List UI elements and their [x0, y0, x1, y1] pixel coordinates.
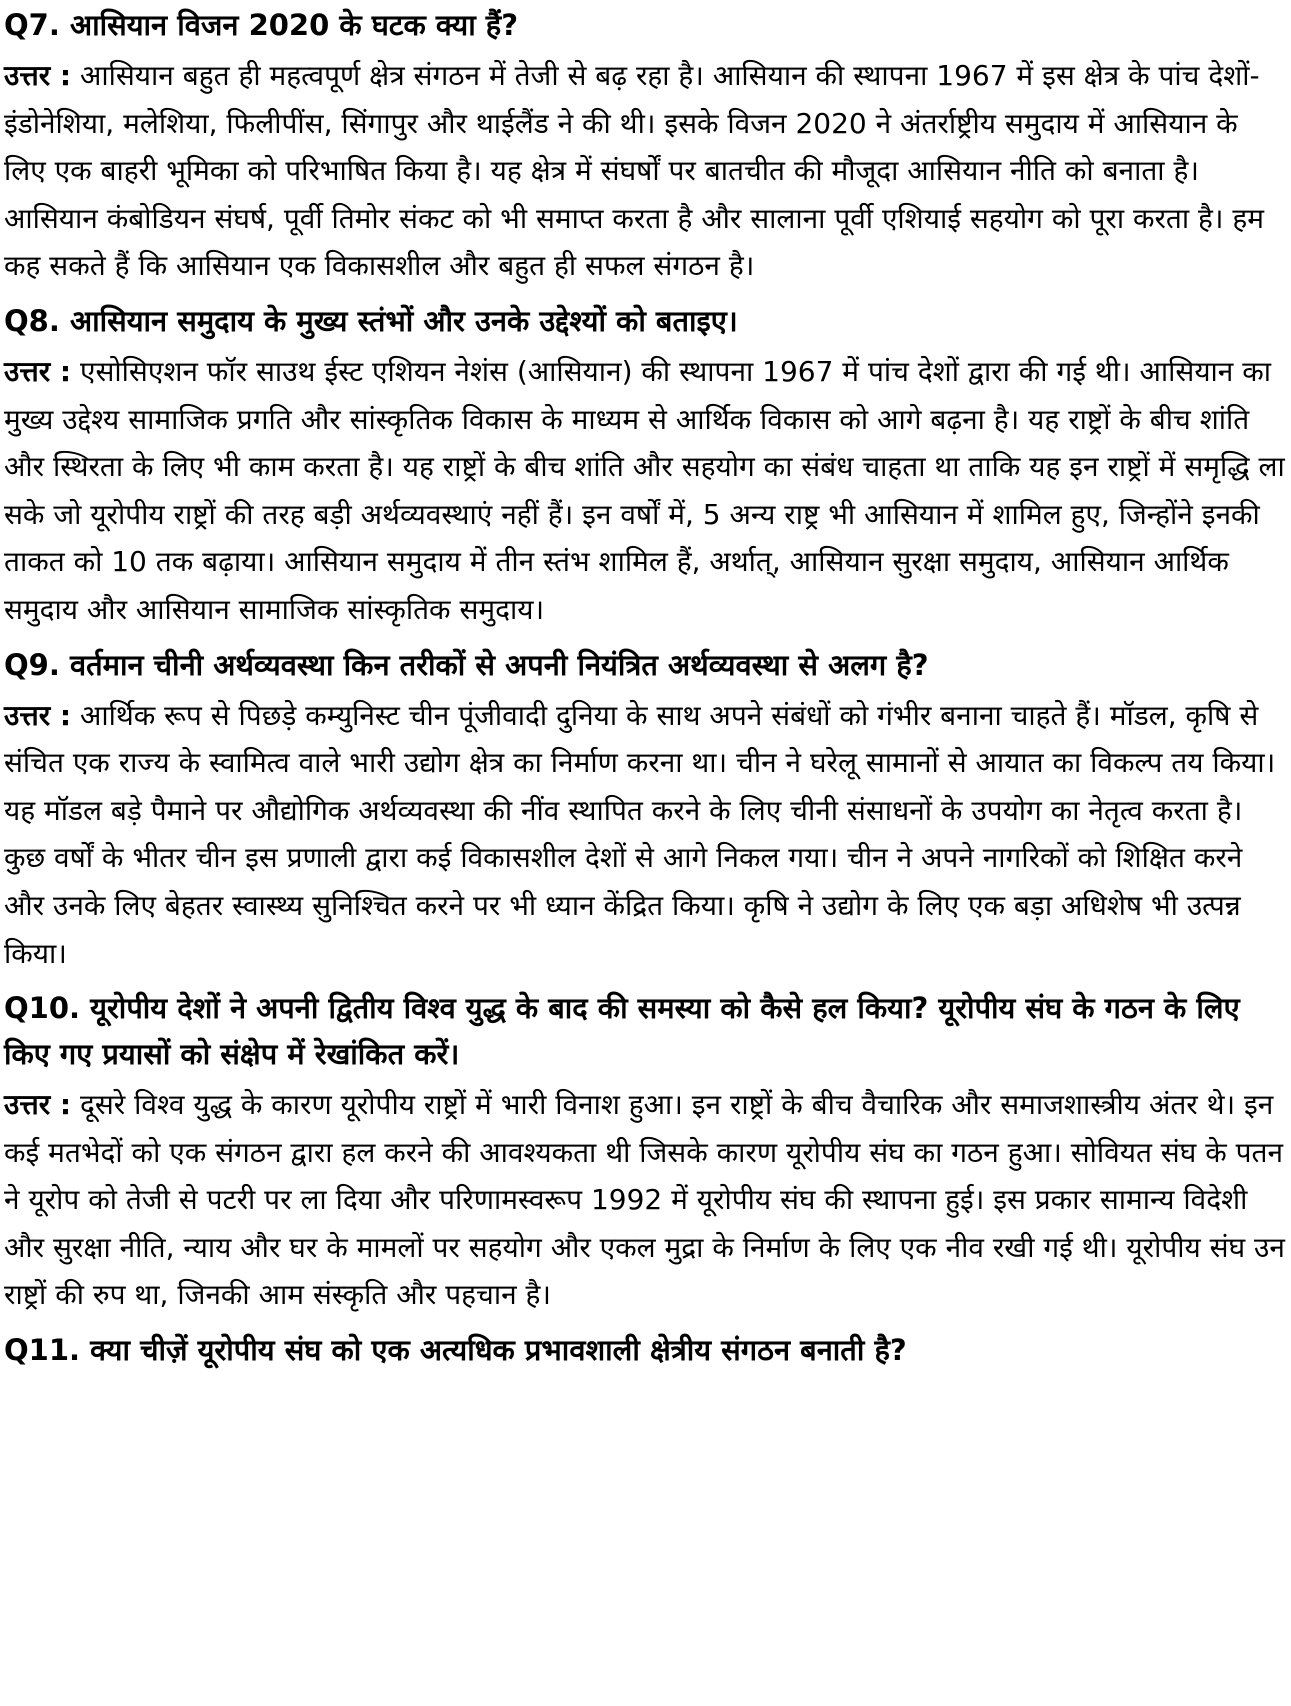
- qa-block-q8: [4, 298, 1285, 634]
- qa-block-q9: [4, 642, 1285, 978]
- question-heading: Q7. आसियान विजन 2020 के घटक क्या हैं?: [4, 8, 519, 42]
- question-heading: Q11. क्या चीज़ें यूरोपीय संघ को एक अत्यधिक प्रभावशाली क्षेत्रीय संगठन बनाती है?: [4, 1333, 907, 1368]
- answer-label: उत्तर :: [4, 1088, 72, 1122]
- qa-block-q7: [4, 2, 1285, 290]
- question-heading: Q8. आसियान समुदाय के मुख्य स्तंभों और उनके उद्देश्यों को बताइए।: [4, 303, 738, 338]
- answer-text: एसोसिएशन फॉर साउथ ईस्ट एशियन नेशंस (आसियान) की स्थापना 1967 में पांच देशों द्वारा की गई थी। आसियान का मुख्य उद्देश्य सामाजिक प्रगति और सांस्कृतिक विकास के माध्यम से आर्थिक विकास को आगे बढ़ना है। यह राष्ट्रों के बीच शांति और स्थिरता के लिए भी काम करता है। यह राष्ट्रों के बीच शांति और सहयोग का संबंध चाहता था ताकि यह इन राष्ट्रों में समृद्धि ला सके जो यूरोपीय राष्ट्रों की तरह बड़ी अर्थव्यवस्थाएं नहीं हैं। इन वर्षों में, 5 अन्य राष्ट्र भी आसियान में शामिल हुए, जिन्होंने इनकी ताकत को 10 तक बढ़ाया। आसियान समुदाय में तीन स्तंभ शामिल हैं, अर्थात्, आसियान सुरक्षा समुदाय, आसियान आर्थिक समुदाय और आसियान सामाजिक सांस्कृतिक समुदाय।: [4, 354, 1285, 626]
- answer-text: आसियान बहुत ही महत्वपूर्ण क्षेत्र संगठन में तेजी से बढ़ रहा है। आसियान की स्थापना 1967 में इस क्षेत्र के पांच देशों- इंडोनेशिया, मलेशिया, फिलीपींस, सिंगापुर और थाईलैंड ने की थी। इसके विजन 2020 ने अंतर्राष्ट्रीय समुदाय में आसियान के लिए एक बाहरी भूमिका को परिभाषित किया है। यह क्षेत्र में संघर्षों पर बातचीत की मौजूदा आसियान नीति को बनाता है। आसियान कंबोडियन संघर्ष, पूर्वी तिमोर संकट को भी समाप्त करता है और सालाना पूर्वी एशियाई सहयोग को पूरा करता है। हम कह सकते हैं कि आसियान एक विकासशील और बहुत ही सफल संगठन है।: [4, 59, 1265, 283]
- answer-text: आर्थिक रूप से पिछड़े कम्युनिस्ट चीन पूंजीवादी दुनिया के साथ अपने संबंधों को गंभीर बनाना चाहते हैं। मॉडल, कृषि से संचित एक राज्य के स्वामित्व वाले भारी उद्योग क्षेत्र का निर्माण करना था। चीन ने घरेलू सामानों से आयात का विकल्प तय किया। यह मॉडल बड़े पैमाने पर औद्योगिक अर्थव्यवस्था की नींव स्थापित करने के लिए चीनी संसाधनों के उपयोग का नेतृत्व करता है। कुछ वर्षों के भीतर चीन इस प्रणाली द्वारा कई विकासशील देशों से आगे निकल गया। चीन ने अपने नागरिकों को शिक्षित करने और उनके लिए बेहतर स्वास्थ्य सुनिश्चित करने पर भी ध्यान केंद्रित किया। कृषि ने उद्योग के लिए एक बड़ा अधिशेष भी उत्पन्न किया।: [4, 698, 1276, 970]
- answer-paragraph: [4, 692, 1285, 978]
- answer-paragraph: [4, 1081, 1285, 1319]
- question-heading: Q10. यूरोपीय देशों ने अपनी द्वितीय विश्व युद्ध के बाद की समस्या को कैसे हल किया? यूरोपीय संघ के गठन के लिए किए गए प्रयासों को संक्षेप में रेखांकित करें।: [4, 991, 1240, 1072]
- answer-text: दूसरे विश्व युद्ध के कारण यूरोपीय राष्ट्रों में भारी विनाश हुआ। इन राष्ट्रों के बीच वैचारिक और समाजशास्त्रीय अंतर थे। इन कई मतभेदों को एक संगठन द्वारा हल करने की आवश्यकता थी जिसके कारण यूरोपीय संघ का गठन हुआ। सोवियत संघ के पतन ने यूरोप को तेजी से पटरी पर ला दिया और परिणामस्वरूप 1992 में यूरोपीय संघ की स्थापना हुई। इस प्रकार सामान्य विदेशी और सुरक्षा नीति, न्याय और घर के मामलों पर सहयोग और एकल मुद्रा के निर्माण के लिए एक नीव रखी गई थी। यूरोपीय संघ उन राष्ट्रों की रुप था, जिनकी आम संस्कृति और पहचान है।: [4, 1088, 1285, 1312]
- qa-block-q10: [4, 985, 1285, 1319]
- answer-label: उत्तर :: [4, 59, 72, 92]
- answer-paragraph: [4, 52, 1285, 290]
- question-heading: Q9. वर्तमान चीनी अर्थव्यवस्था किन तरीकों से अपनी नियंत्रित अर्थव्यवस्था से अलग है?: [4, 647, 929, 682]
- answer-label: उत्तर :: [4, 698, 72, 732]
- qa-block-q11: [4, 1327, 1285, 1373]
- answer-label: उत्तर :: [4, 354, 72, 388]
- answer-paragraph: [4, 348, 1285, 634]
